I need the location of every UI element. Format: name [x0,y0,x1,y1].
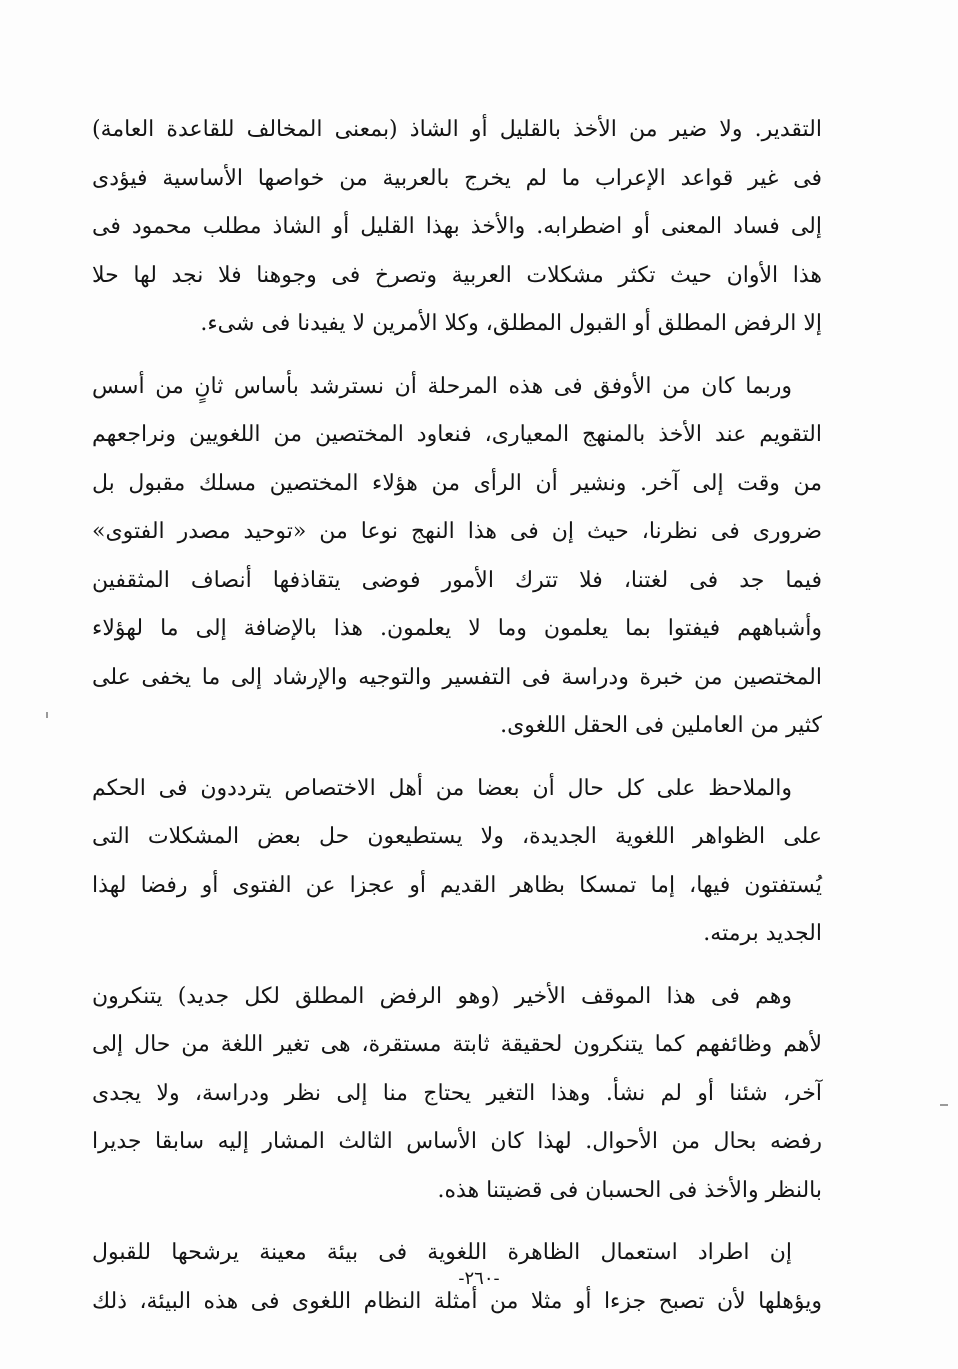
text-line: لأهم وظائفهم كما يتنكرون لحقيقة ثابتة مستقرة، هى تغير اللغة من حال إلى [92,1032,822,1057]
text-line: المختصين من خبرة ودراسة فى التفسير والتوجيه والإرشاد إلى ما يخفى على [92,664,822,690]
text-line: رفضه بحال من الأحوال. لهذا كان الأساس الثالث المشار إليه سابقا جديرا [92,1129,822,1154]
text-line: من وقت إلى آخر. ونشير أن الرأى من هؤلاء المختصين مسلك مقبول بل [92,470,822,496]
text-line: كثير من العاملين فى الحقل اللغوى. [500,713,822,738]
text-line: هذا الأوان حيث تكثر مشكلات العربية وتصرخ فى وجوهنا فلا نجد لها حلا [92,262,822,288]
text-line: إلا الرفض المطلق أو القبول المطلق، وكلا الأمرين لا يفيدنا فى شىء. [200,311,822,336]
text-line: إن اطراد استعمال الظاهرة اللغوية فى بيئة معينة يرشحها للقبول [92,1240,792,1265]
text-line: بالنظر والأخذ فى الحسبان فى قضيتنا هذه. [437,1177,822,1203]
paragraph-3 [92,765,822,959]
text-line: ضرورى فى نظرنا، حيث إن فى هذا النهج نوعا من «توحيد مصدر الفتوى» [92,519,822,544]
scan-speck [940,1104,948,1106]
text-line: التقويم عند الأخذ بالمنهج المعيارى، فنعاود المختصين من اللغويين ونراجعهم [92,422,822,447]
paragraph-2 [92,363,822,751]
text-line: على الظواهر اللغوية الجديدة، ولا يستطيعون حل بعض المشكلات التى [92,824,822,849]
page-number: -٢٦٠- [458,1268,500,1289]
paragraph-1 [92,106,822,349]
text-line: فيما جد فى لغتنا، فلا تترك الأمور فوضى يتقاذفها أنصاف المثقفين [92,567,822,593]
body-text [92,106,822,1340]
text-line: آخر، شئنا أو لم نشأ. وهذا التغير يحتاج منا إلى نظر ودراسة، ولا يجدى [92,1080,822,1106]
text-line: التقدير. ولا ضير من الأخذ بالقليل أو الشاذ (بمعنى المخالف للقاعدة العامة) [92,117,822,142]
text-line: إلى فساد المعنى أو اضطرابه. والأخذ بهذا القليل أو الشاذ مطلب محمود فى [92,214,822,239]
text-line: فى غير قواعد الإعراب ما لم يخرج بالعربية من خواصها الأساسية فيؤدى [92,165,822,191]
scan-speck [46,712,48,718]
text-line: الجديد برمته. [703,921,822,946]
paragraph-4 [92,973,822,1216]
text-line: وهم فى هذا الموقف الأخير (وهو الرفض المطلق لكل جديد) يتنكرون [92,983,792,1009]
text-line: يُستفتون فيها، إما تمسكا بظاهر القديم أو عجزا عن الفتوى أو رفضا لهذا [92,872,822,898]
text-line: والملاحظ على كل حال أن بعضا من أهل الاختصاص يترددون فى الحكم [92,775,792,801]
text-line: وأشباههم فيفتوا بما يعلمون وما لا يعلمون. هذا بالإضافة إلى ما لهؤلاء [92,616,822,641]
text-line: وربما كان من الأوفق فى هذه المرحلة أن نسترشد بأساس ثانٍ من أسس [92,373,792,399]
text-line: ويؤهلها لأن تصبح جزءا أو مثلا من أمثلة النظام اللغوى فى هذه البيئة، ذلك [92,1288,822,1314]
